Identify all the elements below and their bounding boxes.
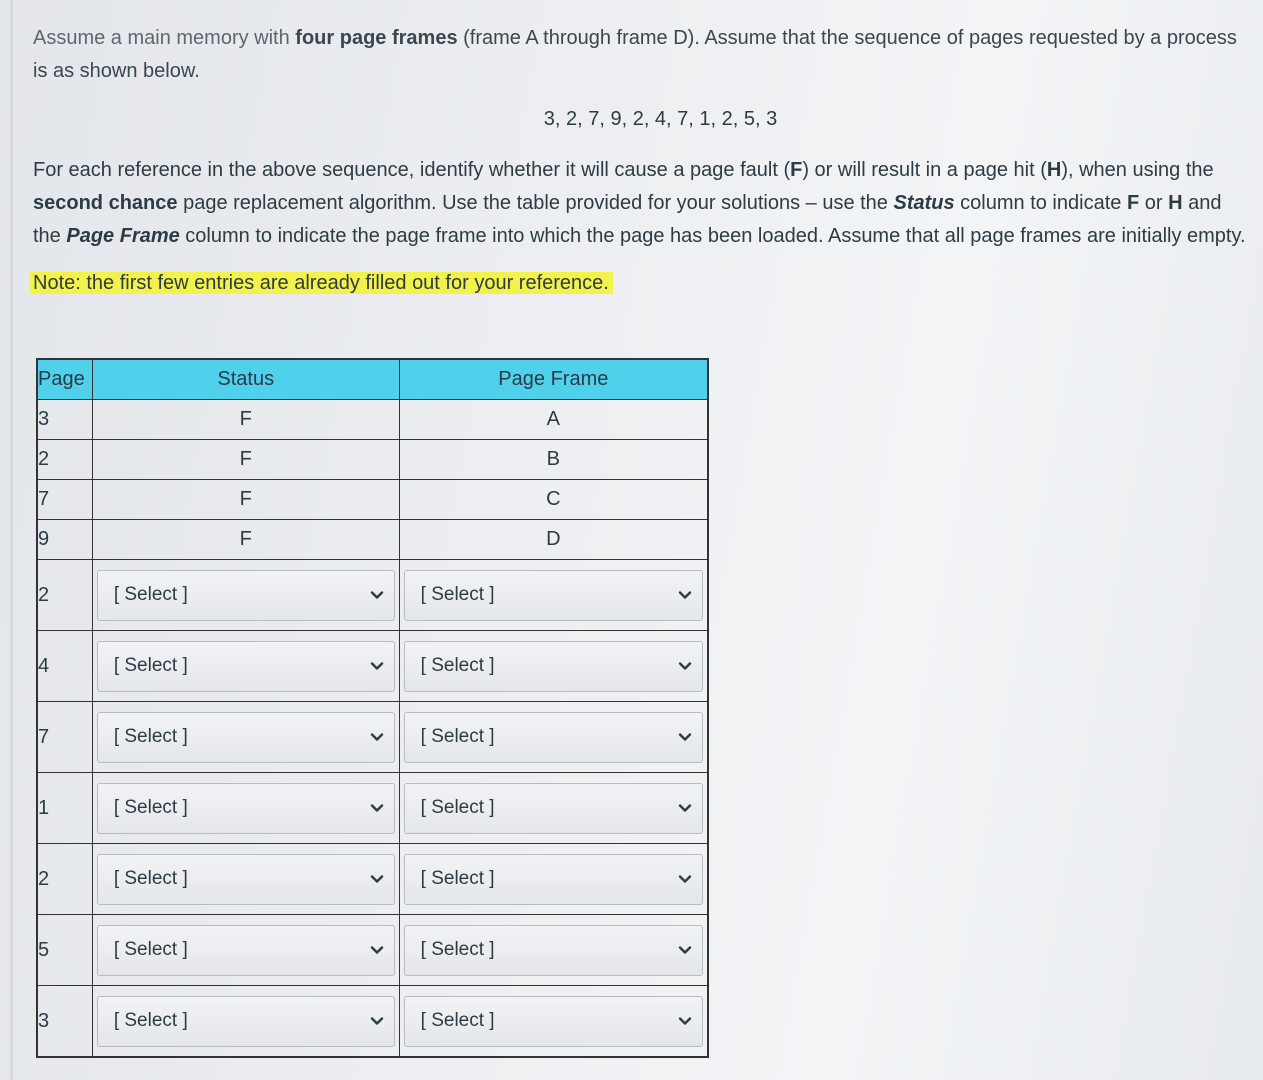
table-row [37,773,708,844]
page-cell: 7 [37,702,92,773]
page-frame-select[interactable] [404,712,703,763]
table-header-row [37,359,708,400]
chevron-down-icon [678,801,692,815]
instr-status: Status [893,192,955,214]
select-label: [ Select ] [420,584,495,605]
instr-h: H [1046,159,1062,181]
page-cell: 9 [37,520,92,560]
page-frame-select[interactable] [404,854,703,905]
instr-text: and the [33,192,1222,247]
select-label: [ Select ] [420,726,495,747]
frame-cell: C [399,480,708,520]
frame-cell: A [399,400,708,440]
table-row [37,915,708,986]
select-label: [ Select ] [113,584,188,605]
status-select[interactable] [97,712,395,763]
status-cell: F [92,520,399,560]
select-label: [ Select ] [420,939,495,960]
page-frame-select[interactable] [404,996,703,1047]
page-frame-select[interactable] [404,570,703,621]
instr-text: or [1139,192,1169,214]
page-cell: 7 [37,480,92,520]
page-cell: 3 [37,986,92,1058]
instr-text: ) or will result in a page hit ( [802,159,1047,181]
select-label: [ Select ] [113,939,188,960]
instr-f: F [790,159,803,181]
select-label: [ Select ] [420,797,495,818]
table-row [37,400,708,440]
select-label: [ Select ] [113,868,188,889]
question-instructions [33,154,1248,253]
status-cell [92,702,399,773]
page-cell: 4 [37,631,92,702]
page-frame-select[interactable] [404,783,703,834]
table-row [37,631,708,702]
table-row [37,844,708,915]
page-cell: 5 [37,915,92,986]
select-label: [ Select ] [113,797,188,818]
highlighted-note: Note: the first few entries are already filled out for your reference. [30,272,613,294]
frame-cell: D [399,520,708,560]
status-select[interactable] [97,925,395,976]
chevron-down-icon [678,943,692,957]
select-label: [ Select ] [420,1010,495,1031]
status-cell: F [92,480,399,520]
page-frame-select[interactable] [404,641,703,692]
status-select[interactable] [97,641,395,692]
select-label: [ Select ] [113,655,188,676]
page-cell: 2 [37,440,92,480]
chevron-down-icon [678,1014,692,1028]
page-cell: 3 [37,400,92,440]
chevron-down-icon [678,588,692,602]
page-cell: 1 [37,773,92,844]
frame-cell [399,702,708,773]
frame-cell: B [399,440,708,480]
frame-cell [399,560,708,631]
status-cell [92,844,399,915]
chevron-down-icon [370,943,384,957]
page-cell: 2 [37,844,92,915]
instr-f: F [1126,192,1140,214]
chevron-down-icon [370,588,384,602]
instr-second-chance: second chance [33,192,178,214]
page-cell: 2 [37,560,92,631]
intro-text: Assume a main memory with [33,27,296,49]
instr-text: page replacement algorithm. Use the table provided for your solutions – use the [177,192,894,214]
chevron-down-icon [678,872,692,886]
chevron-down-icon [370,659,384,673]
instr-text: For each reference in the above sequence, identify whether it will cause a page fault ( [33,159,791,181]
instr-text: ), when using the [1061,159,1214,181]
status-select[interactable] [97,996,395,1047]
answer-table [36,358,709,1058]
status-cell: F [92,440,399,480]
instr-text: column to indicate [954,192,1127,214]
select-label: [ Select ] [113,726,188,747]
header-status: Status [92,359,399,400]
chevron-down-icon [678,730,692,744]
status-cell [92,915,399,986]
header-page: Page [37,359,92,400]
frame-cell [399,844,708,915]
status-cell [92,773,399,844]
chevron-down-icon [370,801,384,815]
header-page-frame: Page Frame [399,359,708,400]
instr-h: H [1168,192,1183,214]
question-intro [33,22,1248,88]
chevron-down-icon [370,730,384,744]
chevron-down-icon [678,659,692,673]
question-content [33,22,1248,296]
table-row [37,702,708,773]
table-row [37,986,708,1058]
table-row [37,520,708,560]
page-reference-sequence: 3, 2, 7, 9, 2, 4, 7, 1, 2, 5, 3 [543,108,778,130]
status-select[interactable] [97,783,395,834]
chevron-down-icon [370,872,384,886]
status-cell [92,986,399,1058]
instr-text: column to indicate the page frame into which the page has been loaded. Assume that all page frames are initially empty. [179,225,1246,247]
frame-cell [399,631,708,702]
table-row [37,480,708,520]
frame-cell [399,915,708,986]
note-container [33,270,1248,296]
status-select[interactable] [97,854,395,905]
select-label: [ Select ] [420,655,495,676]
table-row [37,560,708,631]
instr-page-frame: Page Frame [66,225,180,247]
page-left-edge [10,0,13,1080]
frame-cell [399,773,708,844]
status-cell [92,631,399,702]
intro-text-2: (frame A through frame D). Assume that the sequence of pages requested by a process is as shown below. [33,27,1237,82]
status-cell [92,560,399,631]
frame-cell [399,986,708,1058]
table-row [37,440,708,480]
intro-bold: four page frames [295,27,458,49]
select-label: [ Select ] [420,868,495,889]
chevron-down-icon [370,1014,384,1028]
page-frame-select[interactable] [404,925,703,976]
status-cell: F [92,400,399,440]
status-select[interactable] [97,570,395,621]
select-label: [ Select ] [113,1010,188,1031]
